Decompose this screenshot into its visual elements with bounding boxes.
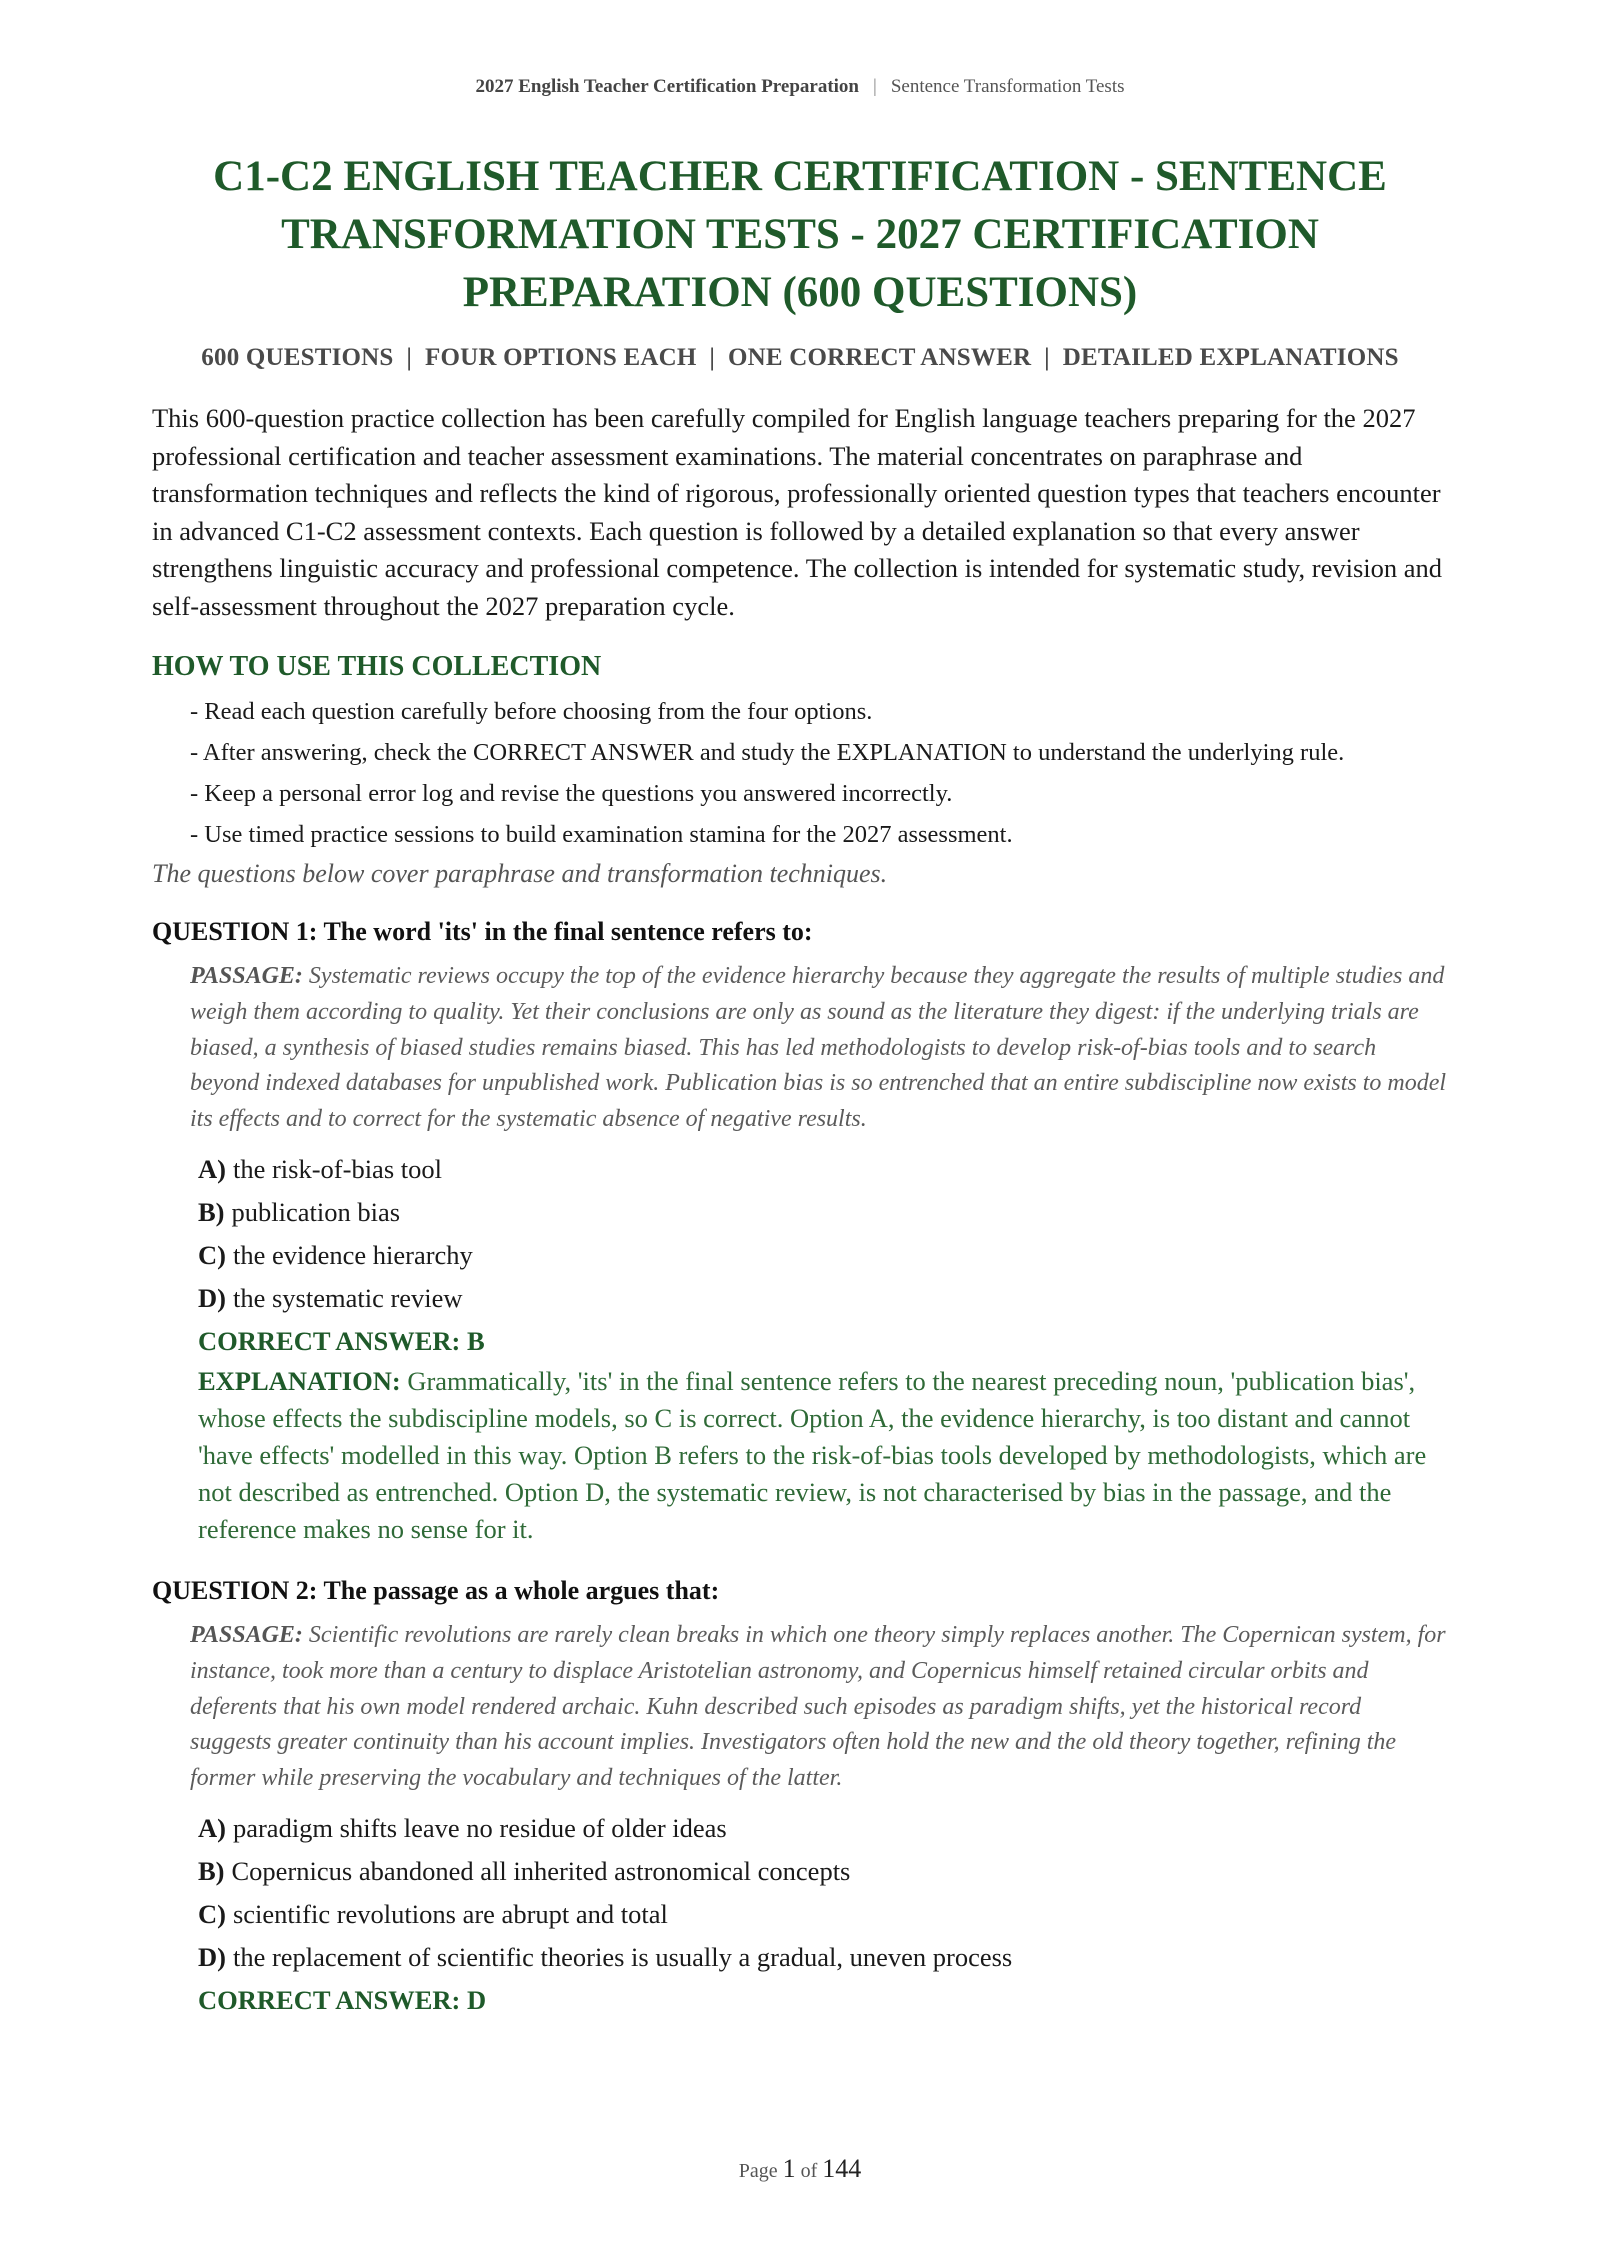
option-letter: B) xyxy=(198,1855,225,1886)
question-2 xyxy=(152,1576,1448,2022)
option-a xyxy=(198,1148,1448,1191)
question-passage xyxy=(152,959,1448,1138)
option-text: the replacement of scientific theories is usually a gradual, uneven process xyxy=(232,1941,1013,1972)
howto-item: - Use timed practice sessions to build examination stamina for the 2027 assessment. xyxy=(190,821,1013,848)
howto-heading: HOW TO USE THIS COLLECTION xyxy=(152,651,602,682)
running-head-right: Sentence Transformation Tests xyxy=(890,76,1125,97)
howto-item: - After answering, check the CORRECT ANSWER and study the EXPLANATION to understand the underlying rule. xyxy=(190,739,1345,766)
passage-text: Systematic reviews occupy the top of the evidence hierarchy because they aggregate the results of multiple studies and weigh them according to quality. Yet their conclusions are only as sound as the literature they digest: if the underlying trials are biased, a synthesis of biased studies remains biased. This has led methodologists to develop risk-of-bias tools and to search beyond indexed databases for unpublished work. Publication bias is so entrenched that an entire subdiscipline now exists to model its effects and to correct for the systematic absence of negative results. xyxy=(190,963,1447,1133)
passage-label: PASSAGE: xyxy=(190,1621,303,1648)
running-head-separator: | xyxy=(873,76,877,97)
passage-label: PASSAGE: xyxy=(190,963,303,989)
correct-answer: CORRECT ANSWER: B xyxy=(198,1325,485,1356)
option-text: scientific revolutions are abrupt and total xyxy=(232,1898,668,1929)
option-letter: A) xyxy=(198,1153,226,1184)
option-letter: C) xyxy=(198,1898,226,1929)
option-text: Copernicus abandoned all inherited astronomical concepts xyxy=(231,1855,851,1886)
option-b xyxy=(198,1850,1448,1893)
page-footer xyxy=(0,2154,1600,2184)
options-list xyxy=(152,1148,1448,1320)
option-letter: B) xyxy=(198,1196,225,1227)
option-d xyxy=(198,1277,1448,1320)
explanation xyxy=(152,1363,1448,1548)
option-letter: A) xyxy=(198,1812,226,1843)
option-b xyxy=(198,1191,1448,1234)
howto-item: - Read each question carefully before choosing from the four options. xyxy=(190,698,873,725)
question-title: QUESTION 2: The passage as a whole argues that: xyxy=(152,1575,720,1605)
collection-note: The questions below cover paraphrase and transformation techniques. xyxy=(152,859,888,888)
option-c xyxy=(198,1893,1448,1936)
question-passage xyxy=(152,1618,1448,1797)
intro-paragraph: This 600-question practice collection has been carefully compiled for English language teachers preparing for the 2027 professional certification and teacher assessment examinations. The material concentrates on paraphrase and transformation techniques and reflects the kind of rigorous, professionally oriented question types that teachers encounter in advanced C1-C2 assessment contexts. Each question is followed by a detailed explanation so that every answer strengthens linguistic accuracy and professional competence. The collection is intended for systematic study, revision and self-assessment throughout the 2027 preparation cycle. xyxy=(152,403,1443,621)
option-letter: D) xyxy=(198,1282,226,1313)
option-a xyxy=(198,1807,1448,1850)
of-word: of xyxy=(800,2160,818,2182)
option-letter: C) xyxy=(198,1239,226,1270)
question-title: QUESTION 1: The word 'its' in the final sentence refers to: xyxy=(152,917,813,946)
total-pages: 144 xyxy=(822,2154,862,2183)
option-letter: D) xyxy=(198,1941,226,1972)
page-number: 1 xyxy=(782,2154,796,2183)
passage-text: Scientific revolutions are rarely clean breaks in which one theory simply replaces another. The Copernican system, for instance, took more than a century to displace Aristotelian astronomy, and Copernicus himself retained circular orbits and deferents that his own model rendered archaic. Kuhn described such episodes as paradigm shifts, yet the historical record suggests greater continuity than his account implies. Investigators often hold the new and the old theory together, refining the former while preserving the vocabulary and techniques of the latter. xyxy=(190,1621,1446,1792)
explanation-label: EXPLANATION: xyxy=(198,1365,401,1396)
options-list xyxy=(152,1807,1448,1979)
option-c xyxy=(198,1234,1448,1277)
document-subtitle: 600 QUESTIONS | FOUR OPTIONS EACH | ONE CORRECT ANSWER | DETAILED EXPLANATIONS xyxy=(201,344,1399,371)
running-head xyxy=(152,0,1448,104)
page-word: Page xyxy=(738,2160,778,2182)
question-1 xyxy=(152,917,1448,1548)
howto-item: - Keep a personal error log and revise the questions you answered incorrectly. xyxy=(190,780,953,807)
option-text: the evidence hierarchy xyxy=(232,1239,473,1270)
option-d xyxy=(198,1936,1448,1979)
howto-list xyxy=(152,695,1448,852)
running-head-left: 2027 English Teacher Certification Preparation xyxy=(475,76,859,97)
document-title: C1-C2 ENGLISH TEACHER CERTIFICATION - SENTENCE TRANSFORMATION TESTS - 2027 CERTIFICATION PREPARATION (600 QUESTIONS) xyxy=(213,153,1387,316)
correct-answer: CORRECT ANSWER: D xyxy=(198,1984,487,2015)
option-text: the systematic review xyxy=(232,1282,463,1313)
option-text: publication bias xyxy=(231,1196,401,1227)
explanation-text: Grammatically, 'its' in the final sentence refers to the nearest preceding noun, 'publication bias', whose effects the subdiscipline models, so C is correct. Option A, the evidence hierarchy, is too distant and cannot 'have effects' modelled in this way. Option B refers to the risk-of-bias tools developed by methodologists, which are not described as entrenched. Option D, the systematic review, is not characterised by bias in the passage, and the reference makes no sense for it. xyxy=(198,1365,1427,1544)
option-text: the risk-of-bias tool xyxy=(232,1153,442,1184)
option-text: paradigm shifts leave no residue of older ideas xyxy=(232,1812,727,1843)
